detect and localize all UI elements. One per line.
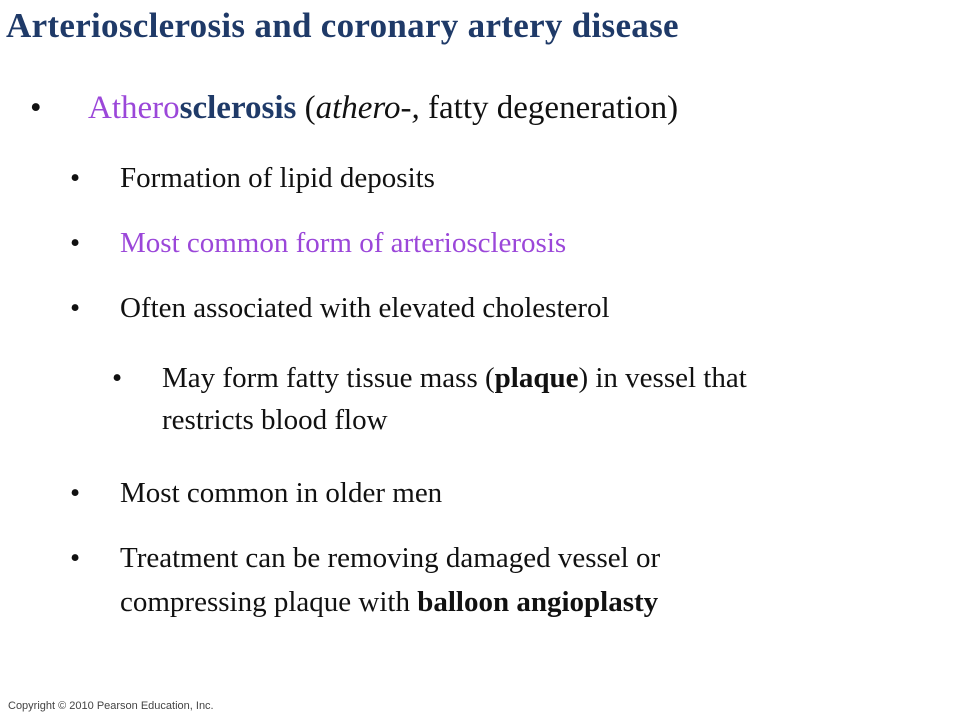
bullet-marker: • — [70, 162, 81, 194]
sub-bullet-text: Most common form of arteriosclerosis — [120, 227, 567, 259]
main-bullet-text — [88, 90, 678, 127]
sub-bullet-5 — [70, 542, 930, 622]
sub-bullet-line-2 — [120, 586, 658, 619]
sub-bullet-2 — [70, 227, 920, 263]
bullet-marker: • — [70, 292, 81, 324]
sub-sub-bullet-line-2: restricts blood flow — [162, 404, 388, 436]
definition-rest: fatty degeneration) — [419, 90, 679, 126]
sub-bullet-text: Formation of lipid deposits — [120, 162, 435, 194]
plaque-text-pre: May form fatty tissue mass ( — [162, 362, 495, 394]
bullet-marker: • — [112, 362, 123, 394]
sub-bullet-text: Most common in older men — [120, 477, 443, 509]
main-bullet — [30, 90, 930, 130]
sub-sub-bullet — [112, 362, 932, 438]
prefix-italic: athero-, — [315, 90, 420, 126]
treatment-text-pre: compressing plaque with — [120, 586, 418, 618]
plaque-term: plaque — [494, 362, 579, 394]
paren-open: ( — [296, 90, 316, 126]
bullet-marker: • — [70, 477, 81, 509]
sub-bullet-text: Often associated with elevated cholesterol — [120, 292, 610, 324]
sub-bullet-1 — [70, 162, 920, 198]
term-root: sclerosis — [179, 90, 297, 126]
slide-title: Arteriosclerosis and coronary artery disease — [6, 6, 679, 45]
sub-bullet-line-1: Treatment can be removing damaged vessel or — [120, 542, 661, 574]
term-prefix: Athero — [88, 90, 180, 126]
sub-sub-bullet-line-1 — [162, 362, 747, 395]
bullet-marker: • — [70, 227, 81, 259]
bullet-marker: • — [70, 542, 81, 574]
sub-bullet-3 — [70, 292, 920, 328]
angioplasty-term: balloon angioplasty — [417, 586, 659, 618]
plaque-text-post: ) in vessel that — [578, 362, 747, 394]
bullet-marker: • — [30, 90, 42, 126]
sub-bullet-4 — [70, 477, 920, 513]
copyright-notice: Copyright © 2010 Pearson Education, Inc. — [8, 700, 214, 712]
